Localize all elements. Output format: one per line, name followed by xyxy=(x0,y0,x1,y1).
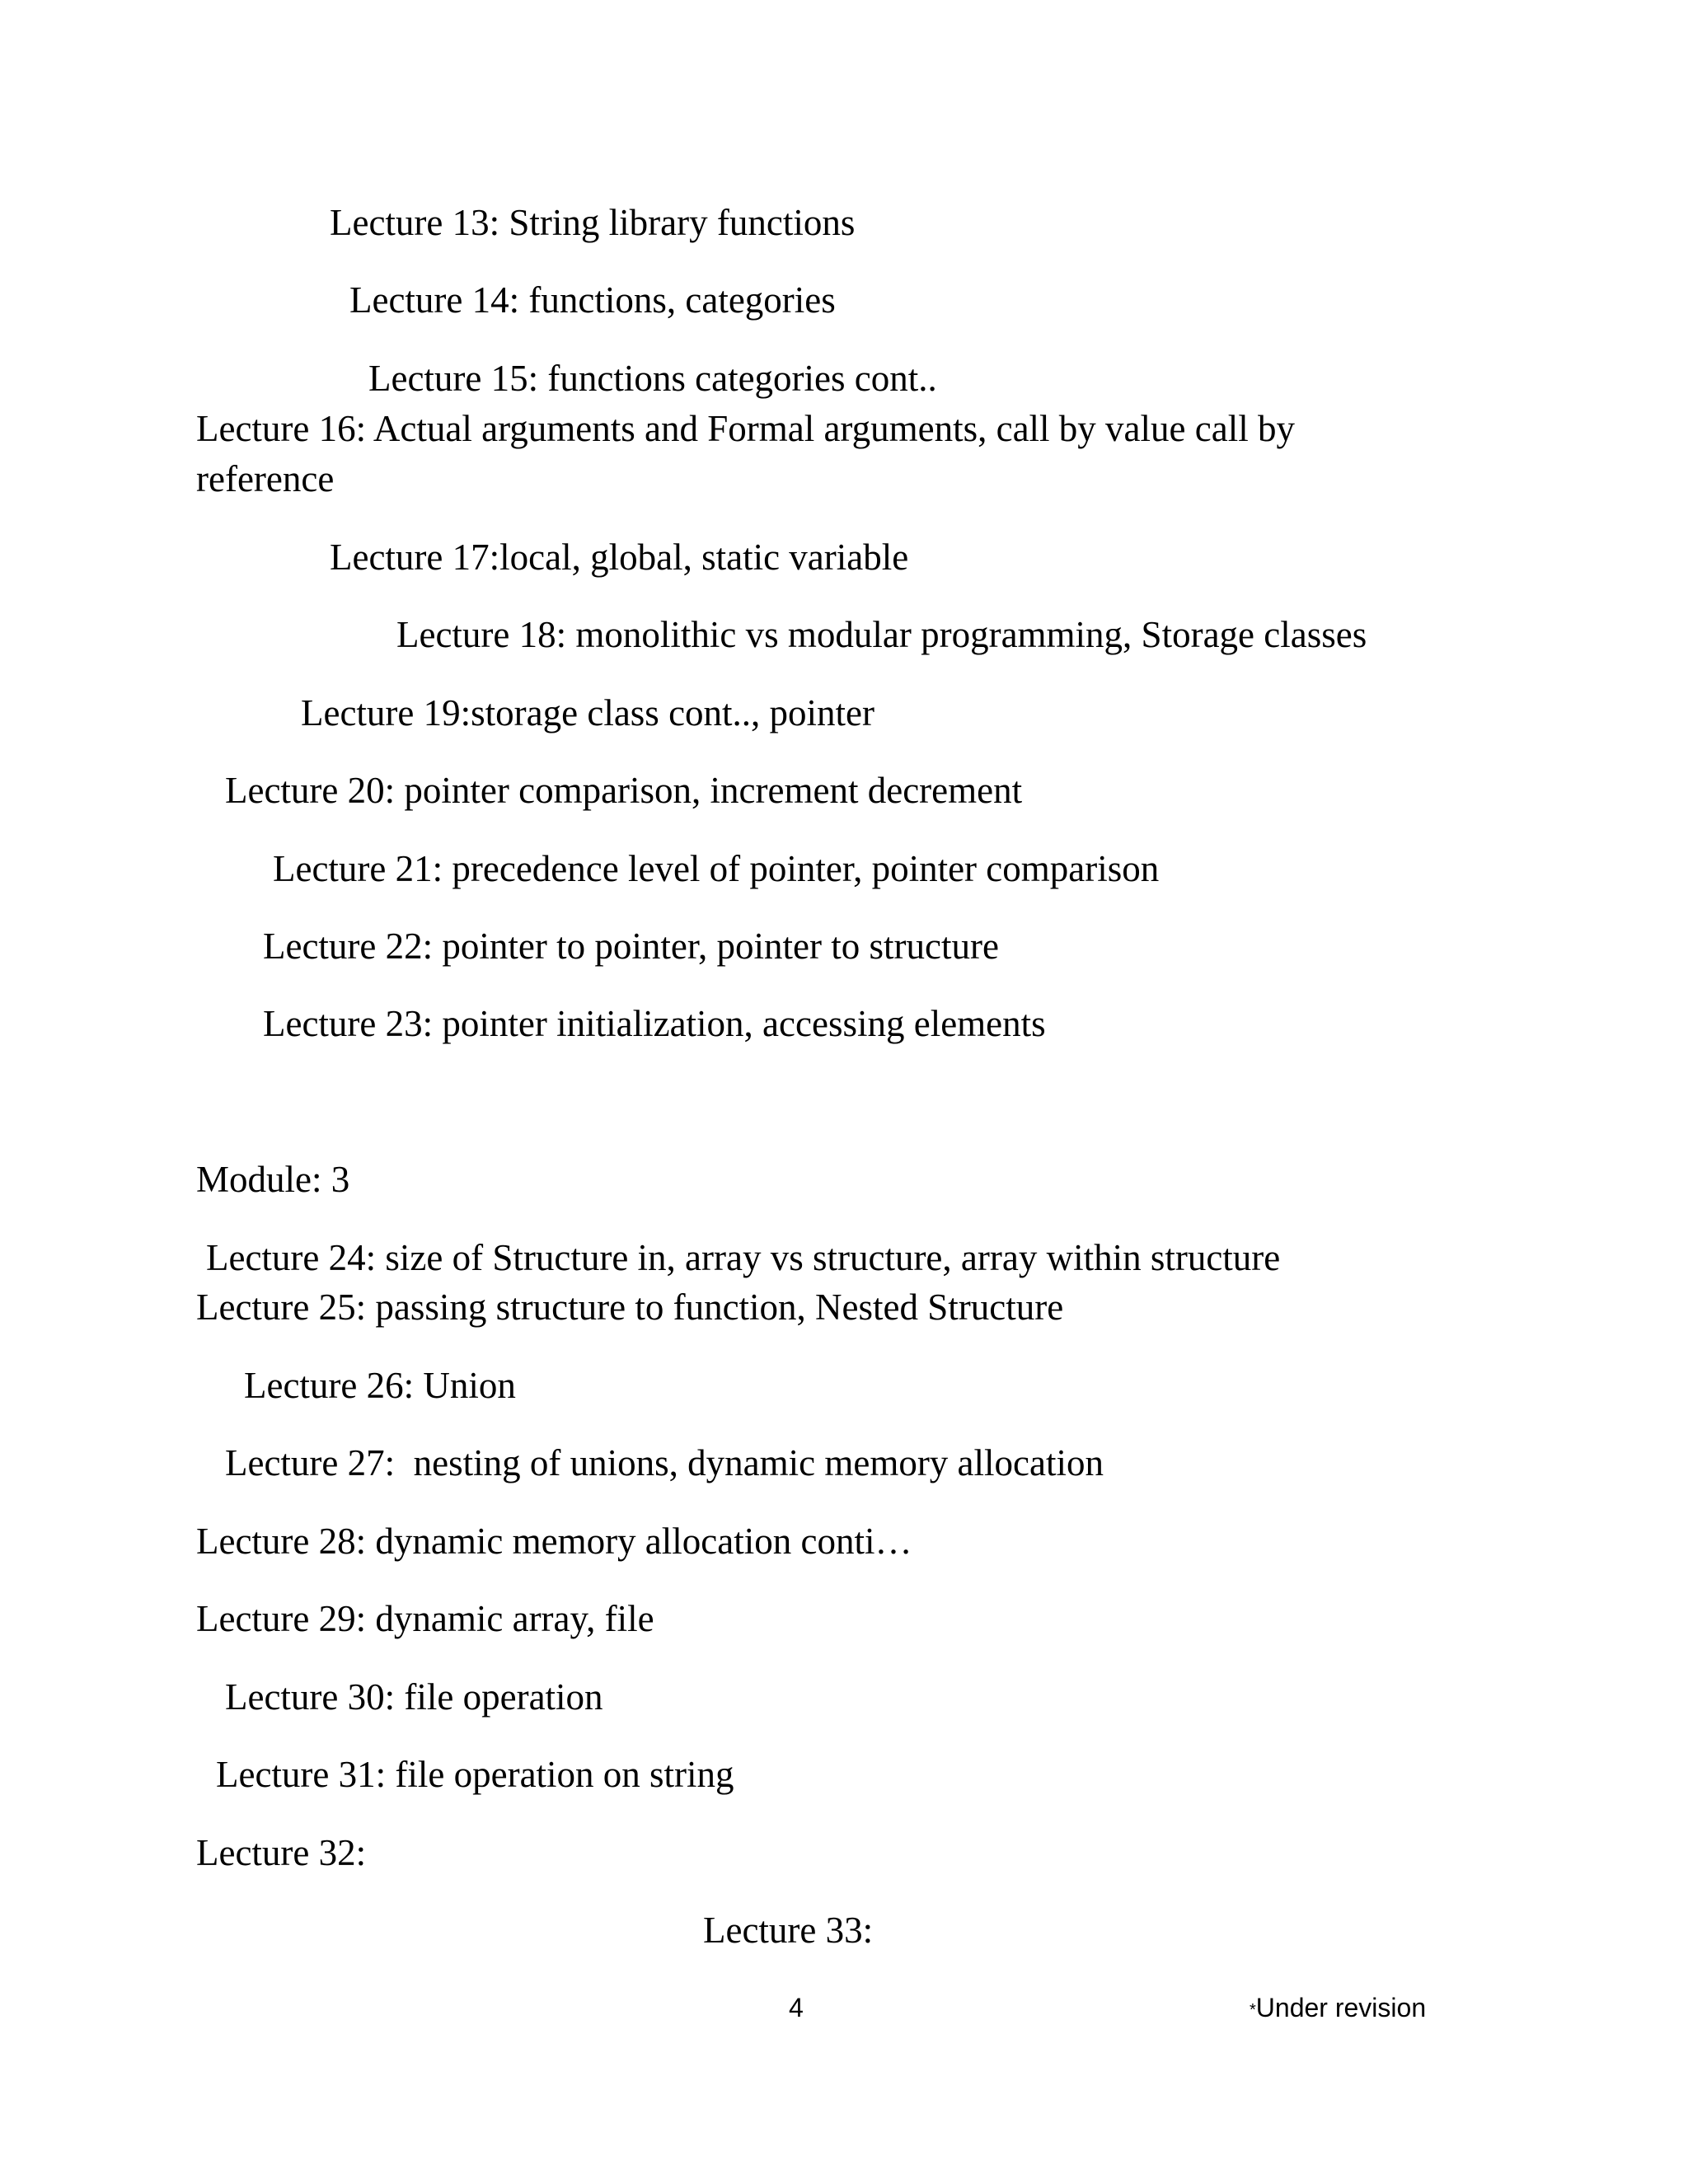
revision-asterisk: * xyxy=(1250,2001,1256,2019)
lecture-16-line-continued: reference xyxy=(196,458,335,499)
lecture-14-line: Lecture 14: functions, categories xyxy=(349,279,836,321)
lecture-18-line: Lecture 18: monolithic vs modular programming, Storage classes xyxy=(396,614,1367,655)
page-number: 4 xyxy=(789,1993,804,2022)
lecture-13-line: Lecture 13: String library functions xyxy=(330,202,856,243)
lecture-31-line: Lecture 31: file operation on string xyxy=(216,1754,734,1795)
lecture-30-line: Lecture 30: file operation xyxy=(225,1676,603,1718)
lecture-19-line: Lecture 19:storage class cont.., pointer xyxy=(301,692,875,733)
lecture-32-line: Lecture 32: xyxy=(196,1832,367,1873)
lecture-28-line: Lecture 28: dynamic memory allocation conti… xyxy=(196,1521,912,1562)
lecture-16-line: Lecture 16: Actual arguments and Formal arguments, call by value call by xyxy=(196,408,1295,449)
lecture-33-line: Lecture 33: xyxy=(703,1910,874,1951)
lecture-29-line: Lecture 29: dynamic array, file xyxy=(196,1598,654,1639)
module-3-heading: Module: 3 xyxy=(196,1159,350,1200)
lecture-20-line: Lecture 20: pointer comparison, increment decrement xyxy=(225,770,1023,811)
lecture-27-line: Lecture 27: nesting of unions, dynamic memory allocation xyxy=(225,1442,1104,1483)
lecture-26-line: Lecture 26: Union xyxy=(244,1365,516,1406)
lecture-24-line: Lecture 24: size of Structure in, array vs structure, array within structure xyxy=(206,1237,1281,1278)
lecture-15-line: Lecture 15: functions categories cont.. xyxy=(368,358,937,399)
revision-note-text: Under revision xyxy=(1255,1993,1427,2022)
lecture-21-line: Lecture 21: precedence level of pointer, pointer comparison xyxy=(273,848,1160,889)
lecture-22-line: Lecture 22: pointer to pointer, pointer to structure xyxy=(263,926,999,967)
lecture-25-line: Lecture 25: passing structure to function, Nested Structure xyxy=(196,1286,1064,1328)
lecture-23-line: Lecture 23: pointer initialization, accessing elements xyxy=(263,1003,1046,1044)
revision-note xyxy=(1250,1994,1426,2021)
lecture-17-line: Lecture 17:local, global, static variable xyxy=(330,537,909,578)
